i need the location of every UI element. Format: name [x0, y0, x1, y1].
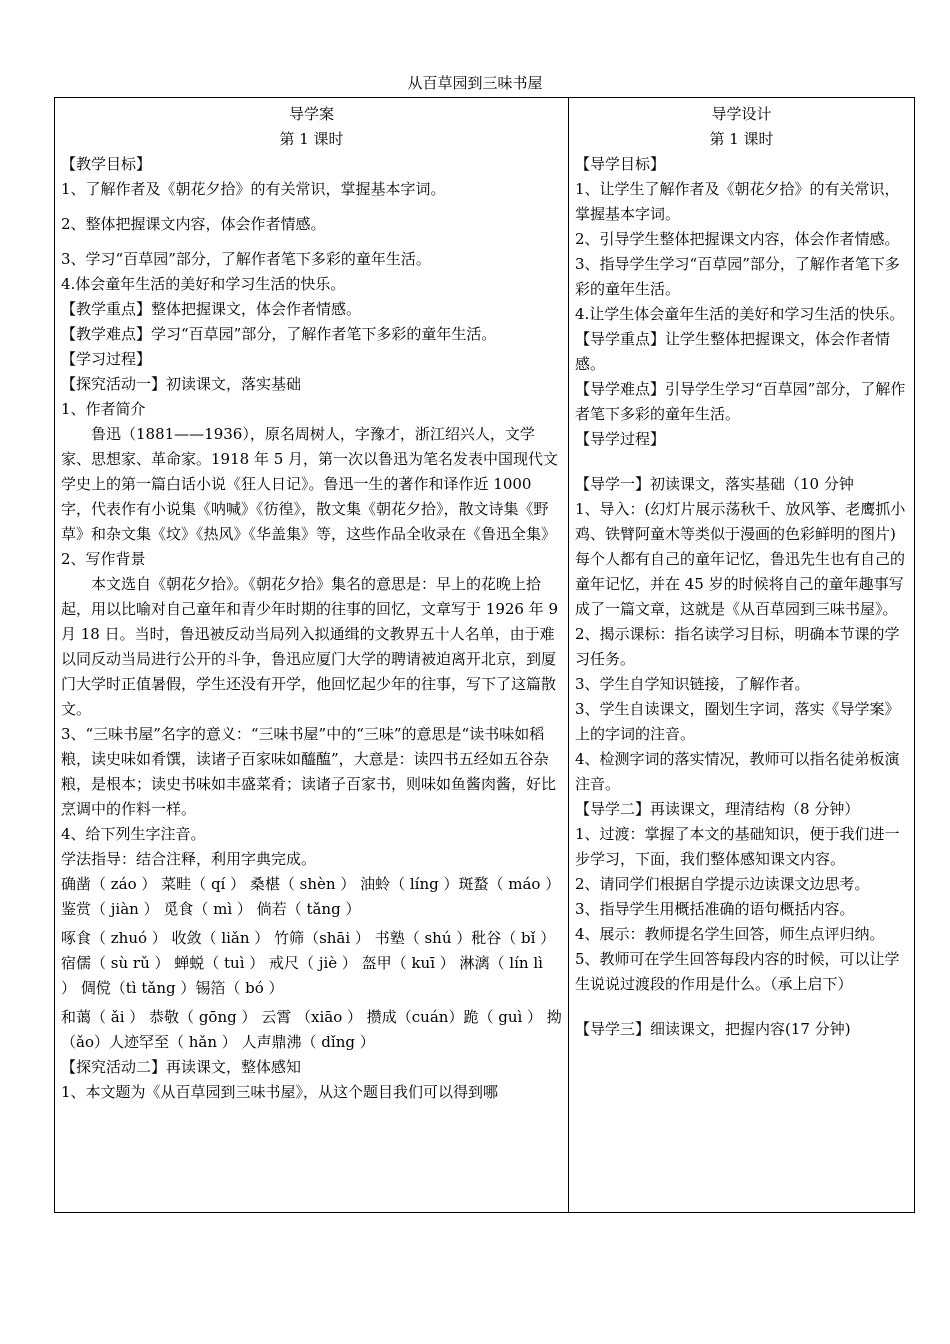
- right-line: 3、指导学生用概括准确的语句概括内容。: [575, 900, 855, 918]
- spacer: [575, 452, 908, 472]
- right-column: [569, 98, 915, 1213]
- left-line: 1、作者简介: [61, 400, 146, 418]
- right-line: 5、教师可在学生回答每段内容的时候，可以让学生说说过渡段的作用是什么。（承上启下）: [575, 950, 900, 993]
- right-line: 1、让学生了解作者及《朝花夕拾》的有关常识，掌握基本字词。: [575, 180, 900, 223]
- left-line: 2、整体把握课文内容，体会作者情感。: [61, 215, 326, 233]
- pinyin-group-3: 和蔼（ ǎi ） 恭敬（ gōng ） 云霄 （xiāo ） 攒成（cuán）跪（ guì ） 拗（ǎo）人迹罕至（ hǎn ） 人声鼎沸（ dǐng ）: [61, 1008, 562, 1051]
- sanwei-meaning: 3、“三味书屋”名字的意义：“三味书屋”中的“三味”的意思是“读书味如稻粮，读史味如肴馔，读诸子百家味如醯醢”，大意是：读四书五经如五谷杂粮，是根本；读史书味如丰盛菜肴；读诸子百家书，则味如鱼酱肉酱，好比烹调中的作料一样。: [61, 725, 557, 818]
- right-line: 【导学难点】引导学生学习“百草园”部分，了解作者笔下多彩的童年生活。: [575, 380, 906, 423]
- spacer: [575, 997, 908, 1017]
- right-subheader: 第 1 课时: [709, 130, 774, 148]
- lesson-plan-table: [54, 97, 915, 1213]
- left-line: 1、了解作者及《朝花夕拾》的有关常识，掌握基本字词。: [61, 180, 446, 198]
- left-subheader: 第 1 课时: [279, 130, 344, 148]
- right-line: 【导学重点】让学生整体把握课文，体会作者情感。: [575, 330, 891, 373]
- right-line: 4、展示：教师提名学生回答，师生点评归纳。: [575, 925, 885, 943]
- document-title: 从百草园到三味书屋: [407, 74, 543, 92]
- right-line: 【导学二】再读课文，理清结构（8 分钟）: [575, 800, 860, 818]
- left-line: 4、给下列生字注音。: [61, 825, 206, 843]
- left-header: 导学案: [288, 105, 334, 123]
- right-line: 【导学一】初读课文，落实基础（10 分钟: [575, 475, 854, 493]
- right-line: 4、检测字词的落实情况，教师可以指名徒弟板演注音。: [575, 750, 900, 793]
- left-line: 【探究活动二】再读课文，整体感知: [61, 1058, 302, 1076]
- right-header: 导学设计: [711, 105, 772, 123]
- left-column: [55, 98, 569, 1213]
- right-line: 3、学生自学知识链接，了解作者。: [575, 675, 810, 693]
- left-line: 【教学重点】整体把握课文，体会作者情感。: [61, 300, 362, 318]
- right-line: 【导学目标】: [575, 155, 666, 173]
- left-line: 1、本文题为《从百草园到三味书屋》，从这个题目我们可以得到哪: [61, 1083, 499, 1101]
- right-line: 2、引导学生整体把握课文内容，体会作者情感。: [575, 230, 900, 248]
- right-line: 1、过渡：掌握了本文的基础知识，便于我们进一步学习，下面，我们整体感知课文内容。: [575, 825, 900, 868]
- right-line: 1、导入：(幻灯片展示荡秋千、放风筝、老鹰抓小鸡、铁臂阿童木等类似于漫画的色彩鲜明的图片)每个人都有自己的童年记忆，鲁迅先生也有自己的童年记忆，并在 45 岁的时候将自己的童年趣事写成了一篇文章，这就是《从百草园到三味书屋》。: [575, 500, 906, 618]
- pinyin-group-1: 确凿（ záo ） 菜畦（ qí ） 桑椹（ shèn ） 油蛉（ líng ）斑蝥（ máo ） 鉴赏（ jiàn ） 觅食（ mì ） 倘若（ tǎng ）: [61, 875, 561, 918]
- author-intro: 鲁迅（1881——1936），原名周树人，字豫才，浙江绍兴人，文学家、思想家、革命家。1918 年 5 月，第一次以鲁迅为笔名发表中国现代文学史上的第一篇白话小说《狂人日记》。鲁迅一生的著作和译作近 1000 字，代表作有小说集《呐喊》《彷徨》，散文集《朝花夕拾》，散文诗集《野草》和杂文集《坟》《热风》《华盖集》等，这些作品全收录在《鲁迅全集》: [61, 425, 559, 543]
- left-line: 2、写作背景: [61, 550, 146, 568]
- pinyin-group-2: 啄食（ zhuó ） 收敛（ liǎn ） 竹筛（shāi ） 书塾（ shú ）秕谷（ bǐ ） 宿儒（ sù rǔ ） 蝉蜕（ tuì ） 戒尺（ jiè ） 盔甲（ kuī ） 淋漓（ lín lì ） 倜傥（tì tǎng ）锡箔（ bó ）: [61, 929, 556, 997]
- right-line: 3、指导学生学习“百草园”部分，了解作者笔下多彩的童年生活。: [575, 255, 900, 298]
- right-line: 2、请同学们根据自学提示边读课文边思考。: [575, 875, 870, 893]
- left-line: 3、学习“百草园”部分，了解作者笔下多彩的童年生活。: [61, 250, 431, 268]
- left-line: 【教学难点】学习“百草园”部分，了解作者笔下多彩的童年生活。: [61, 325, 497, 343]
- right-line: 【导学过程】: [575, 430, 666, 448]
- right-line: 2、揭示课标：指名读学习目标，明确本节课的学习任务。: [575, 625, 900, 668]
- writing-background: 本文选自《朝花夕拾》。《朝花夕拾》集名的意思是：早上的花晚上拾起，用以比喻对自己童年和青少年时期的往事的回忆，文章写于 1926 年 9 月 18 日。当时，鲁迅被反动当局列入拟通缉的文教界五十人名单，由于难以同反动当局进行公开的斗争，鲁迅应厦门大学的聘请被迫离开北京，到厦门大学时正值暑假，学生还没有开学，他回忆起少年的往事，写下了这篇散文。: [61, 575, 559, 718]
- left-line: 【教学目标】: [61, 155, 152, 173]
- right-line: 【导学三】细读课文，把握内容(17 分钟): [575, 1020, 851, 1038]
- left-line: 4.体会童年生活的美好和学习生活的快乐。: [61, 275, 346, 293]
- right-line: 4.让学生体会童年生活的美好和学习生活的快乐。: [575, 305, 905, 323]
- left-line: 学法指导：结合注释，利用字典完成。: [61, 850, 317, 868]
- left-line: 【学习过程】: [61, 350, 152, 368]
- right-line: 3、学生自读课文，圈划生字词，落实《导学案》上的字词的注音。: [575, 700, 900, 743]
- left-line: 【探究活动一】初读课文，落实基础: [61, 375, 302, 393]
